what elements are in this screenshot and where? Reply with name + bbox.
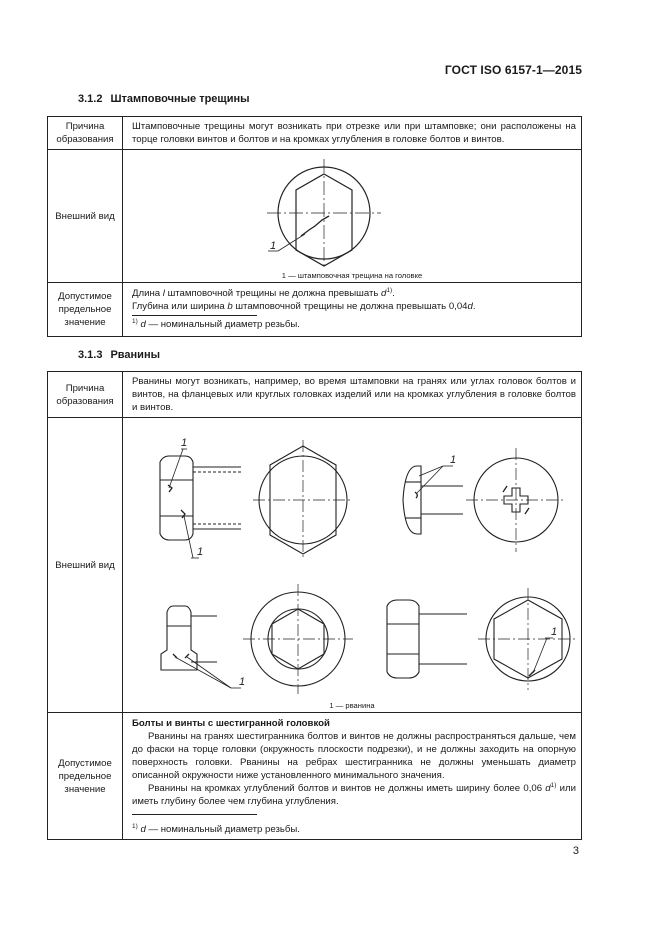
page-number: 3 <box>572 845 579 857</box>
hex-head-crack-drawing <box>123 150 581 268</box>
table-bursts <box>47 371 582 840</box>
figure-cell <box>123 150 582 283</box>
section-number: 3.1.3 <box>78 349 103 361</box>
figure-caption: 1 — рванина <box>329 701 375 710</box>
section-number: 3.1.2 <box>78 93 103 105</box>
callout-label: 1 <box>239 676 246 688</box>
table-row <box>48 150 582 283</box>
hex-bolt-side-view <box>160 456 241 540</box>
table-row <box>48 372 582 418</box>
flange-bolt-side-view <box>161 606 217 670</box>
section-3-1-2-title <box>78 93 250 105</box>
paragraph: Рванины на кромках углублений болтов и винтов не должны иметь ширину более 0,06 $d^{1)}$ или иметь глубину более чем глубина углубления. <box>132 781 576 807</box>
callout-label: 1 <box>551 626 558 638</box>
limit-line-length: Длина l штамповочной трещины не должна превышать $d^{1)}$. <box>132 286 395 299</box>
row-label: Внешний вид <box>48 150 123 283</box>
figure-cell <box>123 418 582 713</box>
callout-label: 1 <box>270 240 277 252</box>
paragraph: Рванины на гранях шестигранника болтов и винтов не должны распространяться дальше, чем до фаски на торце головки (окружность плоскости подрезки), и не должны заходить на опорную поверхность головки. Рванины на ребрах шестигранника не должны уменьшать диаметр описанной окружности ниже установленного минимального значения. <box>132 731 576 781</box>
callout-label: 1 <box>197 546 204 558</box>
table-row <box>48 713 582 840</box>
row-content <box>123 713 582 840</box>
table-row <box>48 283 582 337</box>
row-content: Рванины могут возникать, например, во время штамповки на гранях или углах головок болтов и винтов, на фланцевых или круглых головках изделий или на кромках углубления в головке болтов и винтов. <box>123 372 582 418</box>
subheading: Болты и винты с шестигранной головкой <box>132 718 330 729</box>
section-heading: Штамповочные трещины <box>110 93 250 105</box>
row-label: Допустимое предельное значение <box>48 713 123 840</box>
row-content: Штамповочные трещины могут возникать при отрезке или при штамповке; они расположены на торце головки винтов и болтов и на кромках углубления в головке болтов и винтов. <box>123 117 582 150</box>
callout-label: 1 <box>181 437 188 449</box>
section-heading: Рванины <box>110 349 160 361</box>
limit-line-depth: Глубина или ширина b штамповочной трещины не должна превышать 0,04d. <box>132 301 476 312</box>
row-content <box>123 283 582 337</box>
figure-caption: 1 — штамповочная трещина на головке <box>281 271 423 280</box>
footnote: $^{1)}$ d — номинальный диаметр резьбы. <box>132 317 300 330</box>
table-row <box>48 418 582 713</box>
row-label: Допустимое предельное значение <box>48 283 123 337</box>
callout-label: 1 <box>450 454 457 466</box>
table-stamping-cracks <box>47 116 582 337</box>
footnote: $^{1)}$ d — номинальный диаметр резьбы. <box>132 822 300 835</box>
section-3-1-3-title <box>78 349 160 361</box>
row-label: Причина образования <box>48 372 123 418</box>
row-label: Причина образования <box>48 117 123 150</box>
table-row <box>48 117 582 150</box>
hex-bolt-side-view-2 <box>387 600 467 678</box>
row-label: Внешний вид <box>48 418 123 713</box>
document-code: ГОСТ ISO 6157-1—2015 <box>444 63 582 77</box>
bursts-drawings <box>123 418 581 698</box>
